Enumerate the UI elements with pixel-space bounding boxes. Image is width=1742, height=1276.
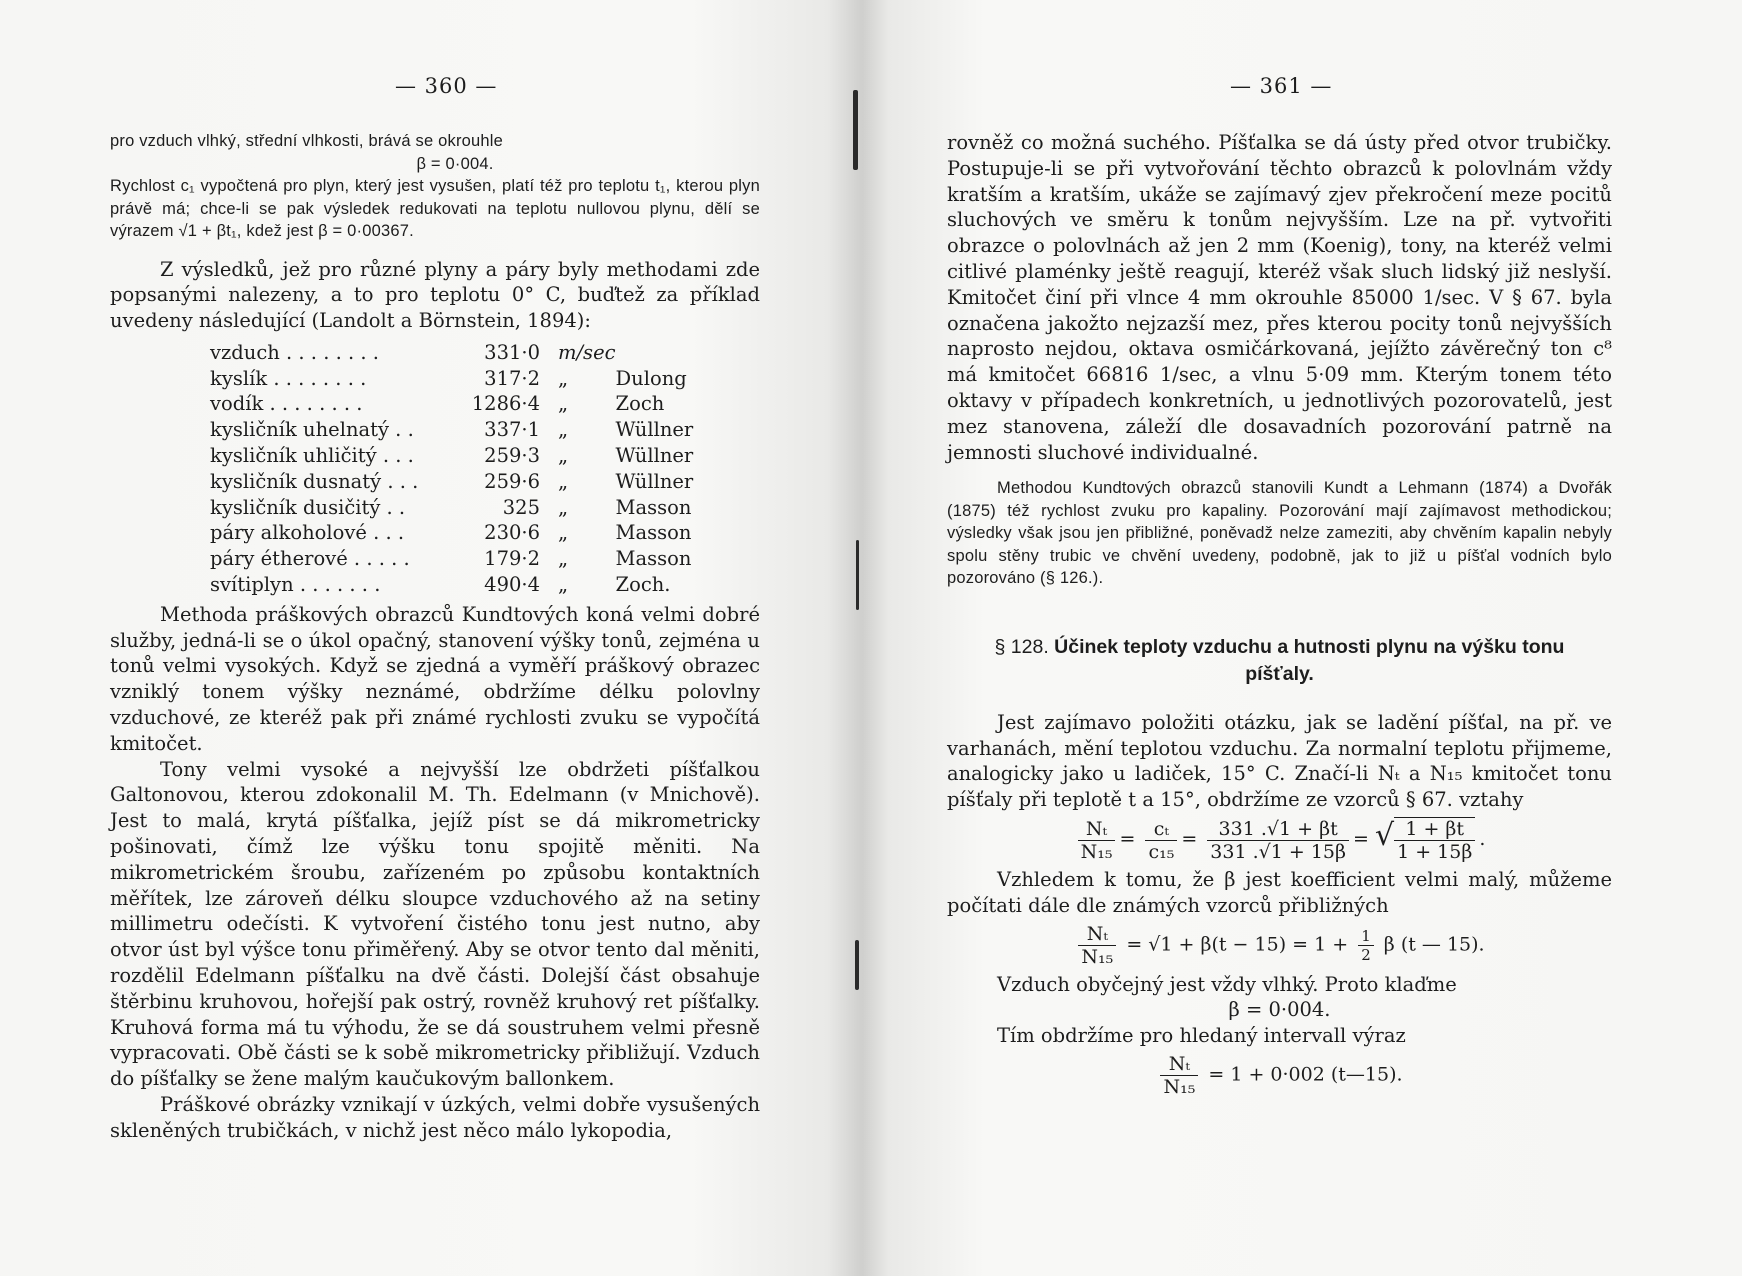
paragraph: Vzduch obyčejný jest vždy vlhký. Proto klaďme	[997, 972, 1457, 996]
fraction-denominator: c₁₅	[1148, 840, 1175, 863]
sqrt-symbol: √	[1374, 818, 1395, 854]
binding-mark	[856, 540, 859, 610]
speed-value: 317·2	[484, 366, 540, 390]
binding-mark	[853, 90, 858, 170]
author-name: Wüllner	[615, 418, 694, 442]
author-name: Wüllner	[615, 444, 694, 468]
gas-name: kysličník uhličitý . . .	[210, 444, 414, 468]
fraction-numerator: 1 + βt	[1394, 818, 1475, 841]
fraction-denominator: N₁₅	[1081, 945, 1114, 968]
author-name: Masson	[615, 495, 692, 519]
fraction-denominator: 331 .√1 + 15β	[1210, 840, 1346, 863]
table-row	[210, 469, 736, 495]
fraction-denominator: 1 + 15β	[1397, 841, 1473, 864]
table-row	[210, 572, 736, 598]
gas-name: vzduch . . . . . . . .	[210, 340, 379, 364]
right-page	[862, 0, 1742, 1276]
left-page-text	[110, 130, 760, 1144]
small-paragraph: Rychlost c₁ vypočtená pro plyn, který jest vysušen, platí též pro teplotu t₁, kterou plyn právě má; chce-li se pak výsledek redukovati na teplotu nullovou plynu, dělí se výrazem √1 + βt₁, kdež jest β = 0·00367.	[110, 177, 760, 240]
fraction-numerator: Nₜ	[1078, 818, 1116, 841]
table-row	[210, 546, 736, 572]
gas-name: kysličník uhelnatý . .	[210, 418, 414, 442]
section-number: § 128.	[994, 635, 1049, 658]
gas-name: páry alkoholové . . .	[210, 521, 405, 545]
equation-approximation: $\frac{\text{Nₜ}}{\text{N₁₅}}$ = √1 + β(t − 15) = 1 + $\frac{1}{2}$ β (t — 15).	[947, 923, 1612, 968]
equation-frequency-ratio: $\frac{\text{Nₜ}}{\text{N₁₅}}$ = $\frac{\text{cₜ}}{\text{c₁₅}}$ = $\frac{331 .√1 + \beta t}{331 .√1 + 15\beta}$ = √ $\frac{1 + \beta t}{1 + 15\beta}$ .	[947, 817, 1612, 863]
table-row	[210, 495, 736, 521]
speed-value: 179·2	[484, 547, 540, 571]
table-row	[210, 520, 736, 546]
section-title: Účinek teploty vzduchu a hutnosti plynu na výšku tonu píšťaly.	[1054, 635, 1565, 685]
speed-value: 337·1	[484, 418, 540, 442]
speed-unit: „	[558, 495, 569, 519]
speed-unit: „	[558, 547, 569, 571]
author-name: Zoch.	[615, 573, 671, 597]
speed-value: 259·6	[484, 469, 540, 493]
gas-name: kysličník dusnatý . . .	[210, 469, 419, 493]
speed-unit: „	[558, 521, 569, 545]
equation: β = 0·004.	[1228, 998, 1331, 1022]
equation: β = 0·004.	[416, 154, 494, 173]
paragraph: Tony velmi vysoké a nejvyšší lze obdržeti píšťalkou Galtonovou, kterou zdokonalil M. Th. Edelmann (v Mnichově). Jest to malá, krytá píšťalka, jejíž píst se dá mikrometricky pošinovati, čímž lze výšku tonu spojitě měniti. Na mikrometrickém šroubu, zařízeném po způsobu kontaktních měřítek, lze zároveň délku sloupce vzduchového až na setiny millimetru odečísti. K vytvoření čistého tonu jest nutno, aby otvor úst byl výšce tonu přiměřený. Aby se otvor tento dal měniti, rozdělil Edelmann píšťalku na dvě části. Dolejší část obsahuje štěrbinu kruhovou, hořejší pak ostrý, rovněž kruhový ret píšťalky. Kruhová forma má tu výhodu, že se dá soustruhem velmi přesně vypracovati. Obě části se k sobě mikrometricky přibližují. Vzduch do píšťalky se žene malým kaučukovým ballonkem.	[110, 757, 760, 1091]
small-paragraph: Methodou Kundtových obrazců stanovili Kundt a Lehmann (1874) a Dvořák (1875) též rychlost zvuku pro kapaliny. Pozorování mají zajímavost methodickou; výsledky však jsou jen přibližné, poněvadž nelze zameziti, aby chvěním kapalin nebyly spolu stěny trubic ve chvění uvedeny, podobně, jak to již u píšťal vodních bylo pozorováno (§ 126.).	[947, 479, 1612, 588]
speed-value: 490·4	[484, 573, 540, 597]
gas-name: kyslík . . . . . . . .	[210, 366, 367, 390]
author-name	[616, 340, 736, 366]
speed-value: 230·6	[484, 521, 540, 545]
table-row	[210, 366, 736, 392]
author-name: Dulong	[615, 366, 687, 390]
speed-value: 1286·4	[471, 392, 540, 416]
fraction-numerator: Nₜ	[1160, 1053, 1198, 1076]
table-row	[210, 340, 736, 366]
speed-unit: „	[558, 418, 569, 442]
author-name: Masson	[615, 521, 692, 545]
binding-mark	[855, 940, 859, 990]
left-page	[0, 0, 862, 1276]
speed-unit: „	[558, 366, 569, 390]
fraction-numerator: cₜ	[1145, 818, 1177, 841]
speed-of-sound-table	[210, 340, 736, 598]
author-name: Masson	[615, 547, 692, 571]
table-row	[210, 443, 736, 469]
speed-value: 331·0	[484, 340, 540, 364]
speed-unit: „	[558, 444, 569, 468]
author-name: Wüllner	[615, 469, 694, 493]
paragraph: rovněž co možná suchého. Píšťalka se dá ústy před otvor trubičky. Postupuje-li se při vytvořování těchto obrazců k polovlnám vždy kratším a kratším, ukáže se zajímavý zjev překročení meze pocitů sluchových ve směru k tonům nejvyšším. Lze na př. vytvořiti obrazce o polovlnách až jen 2 mm (Koenig), tony, na kteréž velmi citlivé plaménky ještě reagují, kteréž však sluch lidský již neslyší. Kmitočet činí při vlnce 4 mm okrouhle 85000 1/sec. V § 67. byla označena jakožto nejzazší mez, přes kterou pocity tonů nejvyšších naprosto nejdou, oktava osmičárkovaná, jejížto závěrečný ton c⁸ má kmitočet 66816 1/sec, a vlnu 5·09 mm. Kterým tonem této oktavy v případech konkretních, u jednotlivých pozorovatelů, jest mez stanovena, záleží dle dosavadních pozorování patrně na jemnosti sluchové individualné.	[947, 131, 1612, 464]
speed-value: 259·3	[484, 444, 540, 468]
fraction-denominator: 2	[1361, 945, 1371, 964]
paragraph: Jest zajímavo položiti otázku, jak se ladění píšťal, na př. ve varhanách, mění teplotou vzduchu. Za normalní teplotu přijmeme, analogicky jako u ladiček, 15° C. Značí-li Nₜ a N₁₅ kmitočet tonu píšťaly při teplotě t a 15°, obdržíme ze vzorců § 67. vztahy	[947, 710, 1612, 812]
speed-value: 325	[502, 495, 540, 519]
fraction-numerator: 1	[1358, 927, 1374, 946]
section-heading	[977, 634, 1582, 688]
paragraph: Z výsledků, jež pro různé plyny a páry byly methodami zde popsanými nalezeny, a to pro teplotu 0° C, buďtež za příklad uvedeny následující (Landolt a Börnstein, 1894):	[110, 257, 760, 333]
speed-unit: „	[558, 392, 569, 416]
small-paragraph: pro vzduch vlhký, střední vlhkosti, brává se okrouhle	[110, 132, 504, 150]
paragraph: Methoda práškových obrazců Kundtových koná velmi dobré služby, jedná-li se o úkol opačný, stanovení výšky tonů, zejména u tonů velmi vysokých. Když se zjedná a vyměří práškový obrazec vzniklý tonem výšky neznámé, obdržíme délku polovlny vzduchové, ze kteréž pak při známé rychlosti zvuku se vypočítá kmitočet.	[110, 602, 760, 755]
fraction-numerator: 331 .√1 + βt	[1207, 818, 1349, 841]
gas-name: vodík . . . . . . . .	[210, 392, 363, 416]
author-name: Zoch	[615, 392, 665, 416]
gas-name: svítiplyn . . . . . . .	[210, 573, 381, 597]
speed-unit: „	[558, 573, 569, 597]
paragraph: Tím obdržíme pro hledaný intervall výraz	[997, 1024, 1406, 1048]
gas-name: páry étherové . . . . .	[210, 547, 410, 571]
page-number: — 360 —	[395, 74, 498, 98]
fraction-denominator: N₁₅	[1163, 1076, 1196, 1099]
fraction-denominator: N₁₅	[1080, 840, 1113, 863]
page-number: — 361 —	[1230, 74, 1333, 98]
speed-unit: „	[558, 469, 569, 493]
paragraph: Vzhledem k tomu, že β jest koefficient velmi malý, můžeme počítati dále dle známých vzorců přibližných	[947, 868, 1612, 917]
paragraph: Práškové obrázky vznikají v úzkých, velmi dobře vysušených skleněných trubičkách, v nichž jest něco málo lykopodia,	[110, 1093, 760, 1142]
table-row	[210, 417, 736, 443]
fraction-numerator: Nₜ	[1078, 923, 1116, 946]
right-page-text	[947, 130, 1612, 1102]
table-row	[210, 391, 736, 417]
equation-interval: $\frac{\text{Nₜ}}{\text{N₁₅}}$ = 1 + 0·002 (t—15).	[947, 1053, 1612, 1098]
gas-name: kysličník dusičitý . .	[210, 495, 406, 519]
speed-unit: m/sec	[558, 340, 616, 364]
